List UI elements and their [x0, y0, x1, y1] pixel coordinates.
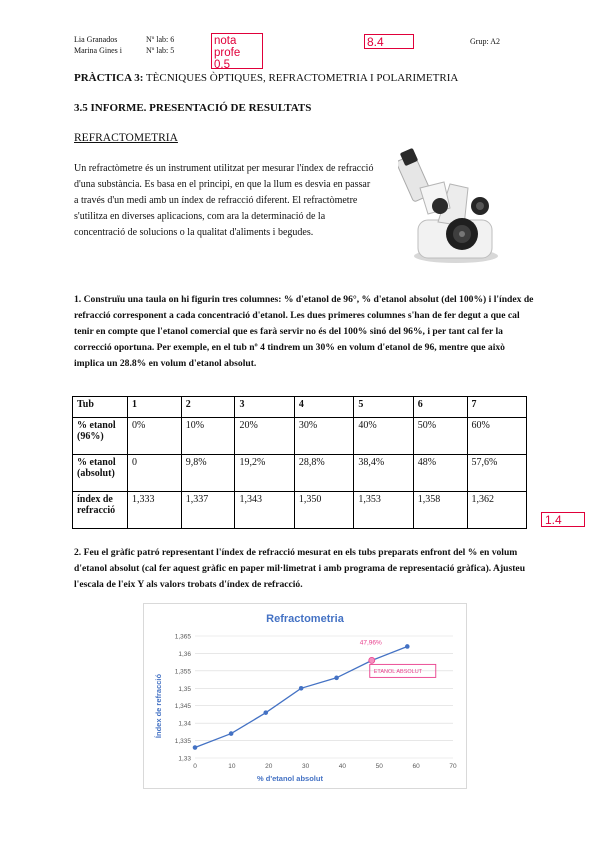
- results-table: [72, 396, 527, 529]
- table-row: [73, 455, 527, 492]
- y-tick-label: 1,365: [174, 633, 191, 641]
- annotation-percentage: 47,96%: [359, 639, 382, 647]
- question-2: 2. Feu el gràfic patró representant l'índex de refracció mesurat en els tubs preparats enfront del % en volum d'etanol absolut (cal fer aquest gràfic en paper mil·limetrat i amb programa de representació gràfica). Ajusteu l'escala de l'eix Y als valors trobats d'índex de refracció.: [74, 547, 526, 590]
- y-tick-label: 1,335: [174, 738, 191, 746]
- y-tick-label: 1,33: [178, 755, 191, 763]
- table-cell: 20%: [235, 418, 294, 455]
- question-1: 1. Construïu una taula on hi figurin tres columnes: % d'etanol de 96°, % d'etanol absolut (del 100%) i l'índex de refracció corresponent a cada concentració d'etanol. Les dues primeres columnes s'han de fer degut a que cal tenir en compte que l'etanol comercial que es farà servir no és del 100% sinó del 96%, i per tant cal fer la correcció oportuna. Per exemple, en el tub nº 4 tindrem un 30% en volum d'etanol de 96, mentre que això implica un 28.8% en volum d'etanol absolut.: [74, 294, 534, 369]
- student-name: Lia Granados: [74, 35, 118, 44]
- table-cell: 30%: [294, 418, 353, 455]
- lab-number: Nº lab: 6: [146, 35, 175, 44]
- y-tick-label: 1,35: [178, 685, 191, 693]
- intro-paragraph: Un refractòmetre és un instrument utilitzat per mesurar l'índex de refracció d'una substància. Es basa en el principi, en que la llum es desvia en passar a través d'un medi amb un índex de refracció diferent. El refractòmetre s'utilitza en diverses aplicacions, com ara la determinació de la concentració de solucions o la qualitat d'aliments i begudes.: [74, 163, 374, 238]
- highlight-point: [369, 657, 375, 663]
- x-tick-label: 60: [412, 763, 420, 770]
- refractometer-image: [398, 148, 502, 266]
- table-cell: 1,333: [128, 492, 182, 529]
- table-cell: 28,8%: [294, 455, 353, 492]
- table-cell: 2: [181, 397, 235, 418]
- data-point: [405, 644, 410, 649]
- table-cell: 38,4%: [354, 455, 413, 492]
- table-cell: 7: [467, 397, 526, 418]
- note-line: 0.5: [214, 59, 230, 71]
- student-names: [74, 34, 144, 56]
- table-cell: 10%: [181, 418, 235, 455]
- overall-score-box: 8.4: [364, 34, 414, 49]
- table-row: [73, 418, 527, 455]
- y-tick-label: 1,34: [178, 720, 191, 728]
- table-cell: índex de refracció: [73, 492, 128, 529]
- x-tick-label: 70: [449, 763, 457, 770]
- x-tick-label: 30: [301, 763, 310, 770]
- group-label: Grup: A2: [470, 37, 500, 46]
- table-cell: 1: [128, 397, 182, 418]
- data-point: [263, 710, 268, 715]
- x-tick-label: 40: [338, 763, 347, 770]
- table-cell: 3: [235, 397, 294, 418]
- y-tick-label: 1,355: [174, 668, 191, 676]
- table-cell: 19,2%: [235, 455, 294, 492]
- table-cell: 1,362: [467, 492, 526, 529]
- page-title: [74, 72, 458, 84]
- section-heading: REFRACTOMETRIA: [74, 132, 178, 144]
- student-name: Marina Gines i: [74, 46, 122, 55]
- table-cell: 48%: [413, 455, 467, 492]
- annotation-label: ETANOL ABSOLUT: [373, 668, 423, 675]
- table-cell: 1,343: [235, 492, 294, 529]
- x-tick-label: 10: [228, 763, 236, 770]
- table-cell: 4: [294, 397, 353, 418]
- x-tick-label: 20: [265, 763, 273, 770]
- refractometry-chart: [143, 603, 467, 789]
- teacher-grade-note: [211, 33, 263, 69]
- title-bold: PRÀCTICA 3:: [74, 72, 144, 84]
- x-axis-label: % d'etanol absolut: [257, 774, 323, 783]
- chart-svg: [144, 604, 466, 788]
- table-cell: 0: [128, 455, 182, 492]
- table-row: [73, 492, 527, 529]
- table-score-box: 1.4: [541, 512, 585, 527]
- data-point: [193, 745, 198, 750]
- lab-numbers: [146, 34, 206, 56]
- y-tick-label: 1,36: [178, 650, 191, 658]
- table-cell: 6: [413, 397, 467, 418]
- table-cell: 9,8%: [181, 455, 235, 492]
- x-tick-label: 0: [193, 763, 197, 770]
- table-cell: 40%: [354, 418, 413, 455]
- lab-number: Nº lab: 5: [146, 46, 175, 55]
- series-line: [195, 647, 407, 748]
- table-cell: 1,358: [413, 492, 467, 529]
- report-subtitle: 3.5 INFORME. PRESENTACIÓ DE RESULTATS: [74, 102, 312, 114]
- table-cell: 60%: [467, 418, 526, 455]
- y-axis-label: Índex de refracció: [154, 673, 163, 739]
- y-tick-label: 1,345: [174, 703, 191, 711]
- x-tick-label: 50: [375, 763, 383, 770]
- table-row: [73, 397, 527, 418]
- note-line: profe: [214, 47, 241, 59]
- table-cell: 1,353: [354, 492, 413, 529]
- table-cell: % etanol (absolut): [73, 455, 128, 492]
- data-point: [229, 731, 234, 736]
- table-cell: 57,6%: [467, 455, 526, 492]
- table-cell: 0%: [128, 418, 182, 455]
- title-rest: TÈCNIQUES ÒPTIQUES, REFRACTOMETRIA I POLARIMETRIA: [143, 72, 459, 84]
- table-cell: Tub: [73, 397, 128, 418]
- data-point: [299, 686, 304, 691]
- table-cell: 1,350: [294, 492, 353, 529]
- table-cell: 1,337: [181, 492, 235, 529]
- table-cell: 5: [354, 397, 413, 418]
- table-cell: 50%: [413, 418, 467, 455]
- note-line: nota: [214, 35, 237, 47]
- chart-title: Refractometria: [266, 613, 344, 625]
- data-point: [334, 676, 339, 681]
- table-cell: % etanol (96%): [73, 418, 128, 455]
